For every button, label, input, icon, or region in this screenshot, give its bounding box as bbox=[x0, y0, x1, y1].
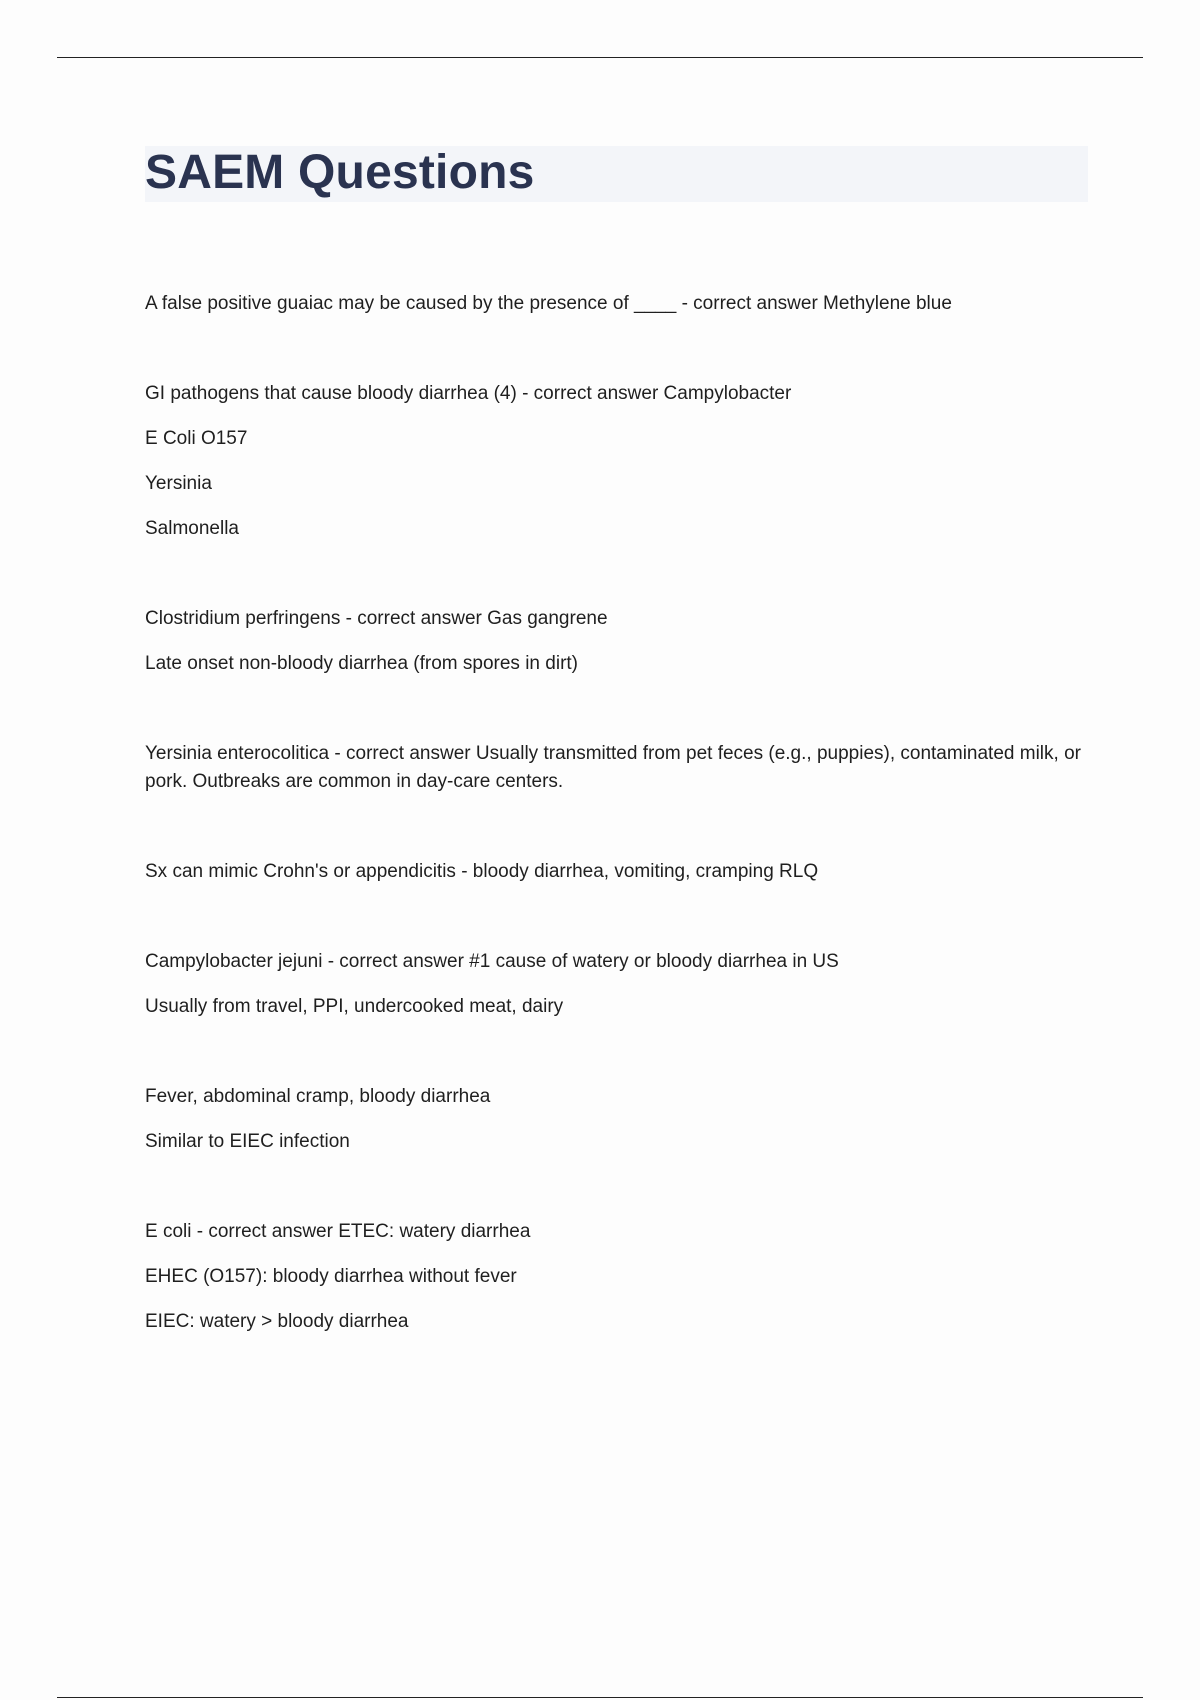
qa-entry bbox=[145, 740, 1085, 796]
entry-text: E coli - correct answer ETEC: watery diarrhea bbox=[145, 1221, 531, 1242]
qa-entry bbox=[145, 290, 1085, 318]
entry-text: Fever, abdominal cramp, bloody diarrhea bbox=[145, 1086, 491, 1107]
entry-text: Yersinia enterocolitica - correct answer Usually transmitted from pet feces (e.g., puppies), contaminated milk, or pork. Outbreaks are common in day-care centers. bbox=[145, 743, 1081, 792]
qa-entry bbox=[145, 948, 1085, 1021]
entry-text: Clostridium perfringens - correct answer Gas gangrene bbox=[145, 608, 608, 629]
footer-rule bbox=[57, 1697, 1143, 1698]
entry-text: GI pathogens that cause bloody diarrhea (4) - correct answer Campylobacter bbox=[145, 383, 792, 404]
document-title: SAEM Questions bbox=[145, 146, 535, 199]
entry-text: Sx can mimic Crohn's or appendicitis - bloody diarrhea, vomiting, cramping RLQ bbox=[145, 861, 819, 882]
entry-text: Similar to EIEC infection bbox=[145, 1131, 350, 1152]
qa-entry bbox=[145, 858, 1085, 886]
entry-text: Usually from travel, PPI, undercooked meat, dairy bbox=[145, 996, 564, 1017]
document-body bbox=[145, 290, 1085, 1398]
entry-text: EHEC (O157): bloody diarrhea without fever bbox=[145, 1266, 517, 1287]
qa-entry bbox=[145, 1083, 1085, 1156]
entry-text: A false positive guaiac may be caused by the presence of ____ - correct answer Methylene blue bbox=[145, 293, 952, 314]
entry-text: EIEC: watery > bloody diarrhea bbox=[145, 1311, 409, 1332]
entry-text: Yersinia bbox=[145, 473, 212, 494]
entry-text: Campylobacter jejuni - correct answer #1 cause of watery or bloody diarrhea in US bbox=[145, 951, 839, 972]
entry-text: Late onset non-bloody diarrhea (from spores in dirt) bbox=[145, 653, 579, 674]
header-rule bbox=[57, 57, 1143, 58]
qa-entry bbox=[145, 380, 1085, 543]
entry-text: E Coli O157 bbox=[145, 428, 248, 449]
entry-text: Salmonella bbox=[145, 518, 239, 539]
qa-entry bbox=[145, 1218, 1085, 1336]
qa-entry bbox=[145, 605, 1085, 678]
